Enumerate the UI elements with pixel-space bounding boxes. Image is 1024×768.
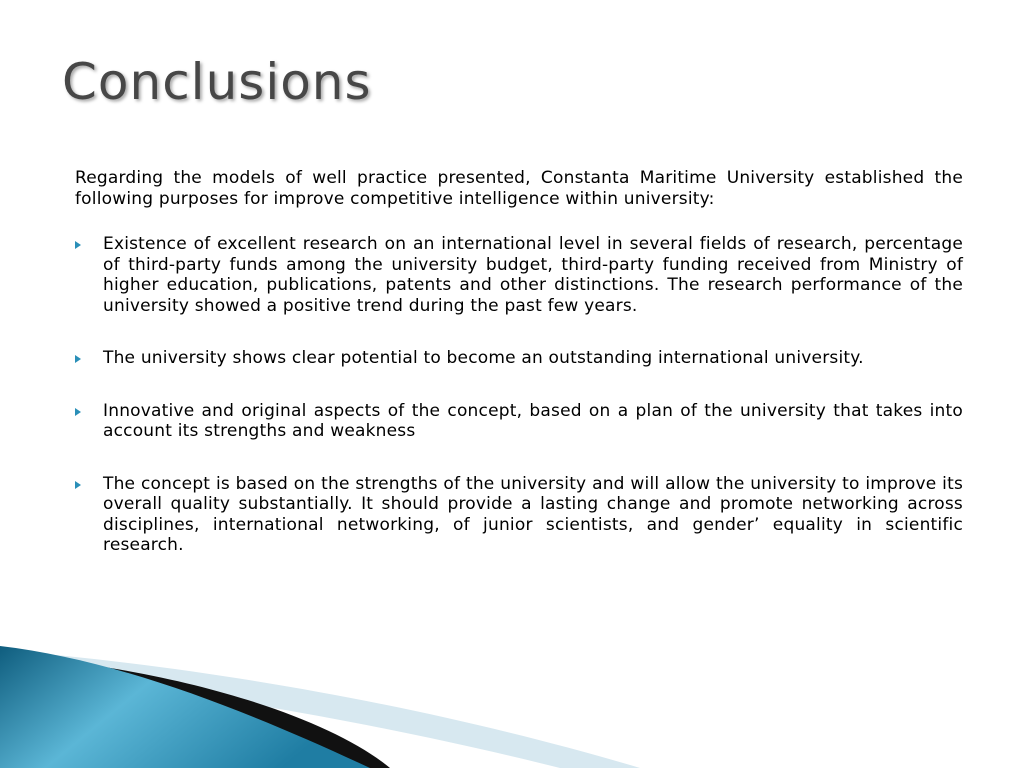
list-item (75, 348, 963, 369)
triangle-right-icon (75, 408, 81, 416)
bullet-text: Existence of excellent research on an international level in several fields of research, percentage of third-party funds among the university budget, third-party funding received from Ministry of higher education, publications, patents and other distinctions. The research performance of the university showed a positive trend during the past few years. (103, 234, 963, 316)
bullet-text: The concept is based on the strengths of the university and will allow the university to improve its overall quality substantially. It should provide a lasting change and promote networking across disciplines, international networking, of junior scientists, and gender’ equality in scientific research. (103, 473, 963, 555)
bullet-text: Innovative and original aspects of the concept, based on a plan of the university that takes into account its strengths and weakness (103, 400, 963, 441)
bullet-list (75, 234, 963, 588)
bullet-text: The university shows clear potential to become an outstanding international university. (103, 348, 864, 368)
triangle-right-icon (75, 481, 81, 489)
wave-blue-band (0, 646, 370, 768)
list-item (75, 474, 963, 556)
list-item (75, 401, 963, 442)
intro-paragraph: Regarding the models of well practice presented, Constanta Maritime University established the following purposes for improve competitive intelligence within university: (75, 168, 963, 209)
triangle-right-icon (75, 241, 81, 249)
triangle-right-icon (75, 355, 81, 363)
wave-pale-band (0, 650, 640, 768)
slide-title: Conclusions (62, 53, 372, 111)
list-item (75, 234, 963, 316)
wave-black-band (0, 655, 390, 768)
